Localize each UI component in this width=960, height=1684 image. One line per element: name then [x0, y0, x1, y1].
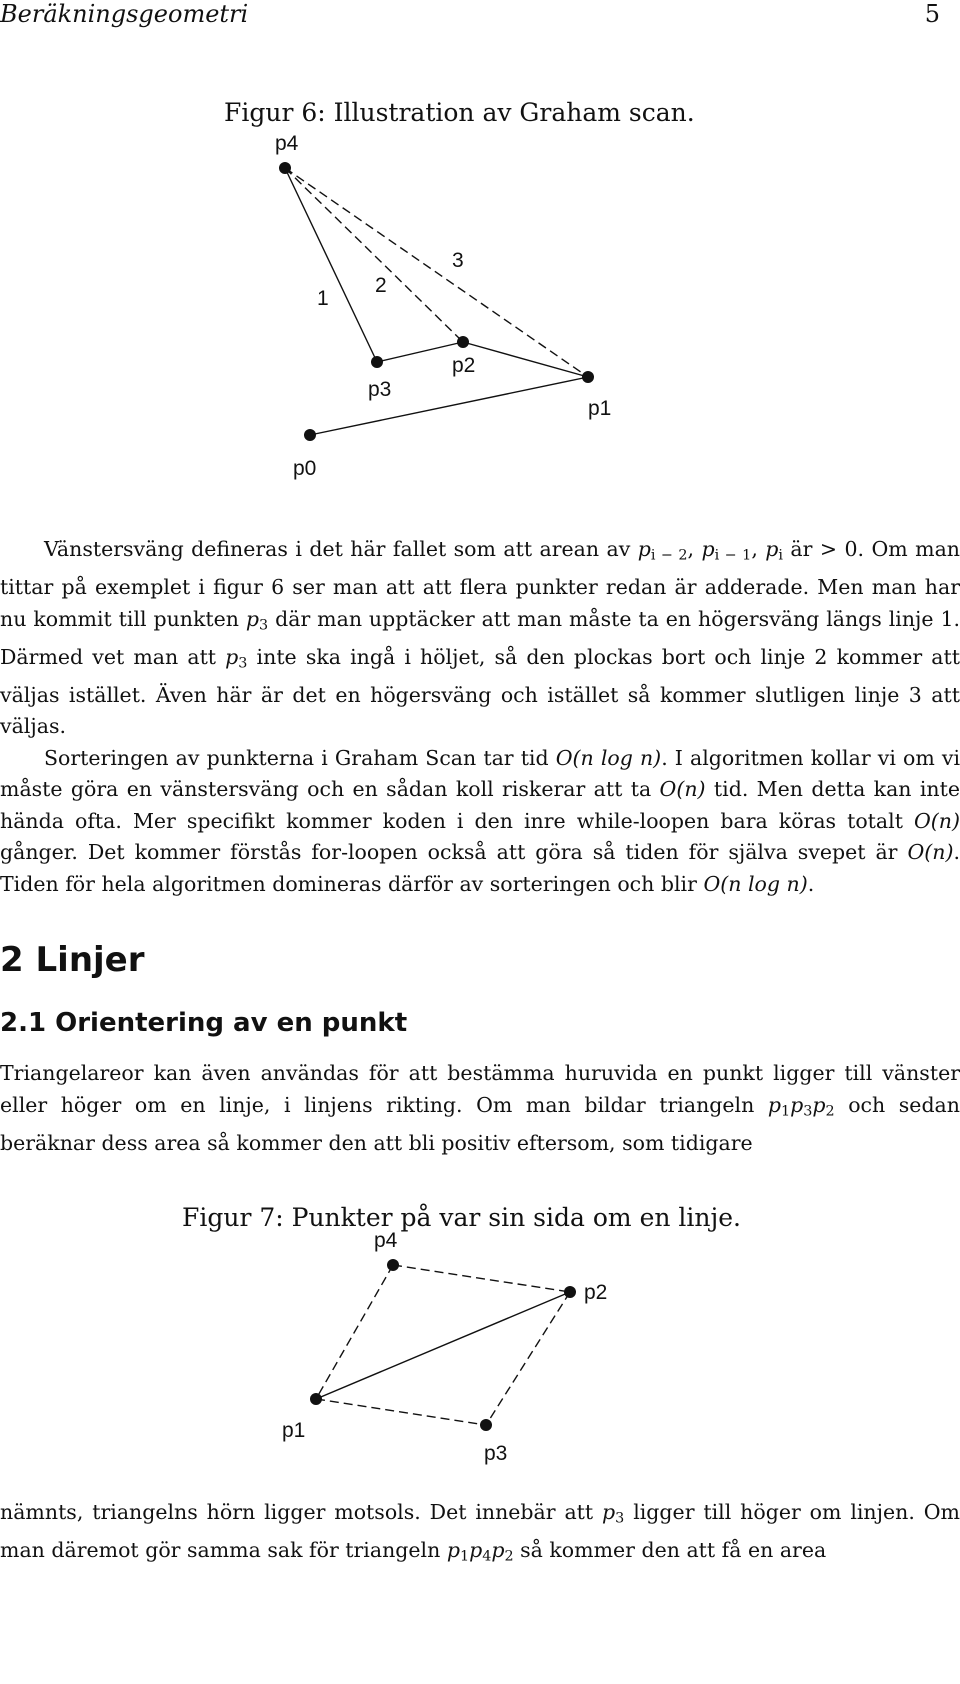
paragraph-4: nämnts, triangelns hörn ligger motsols. Det innebär att $p_3$ ligger till höger om linjen. Om man däremot gör samma sak för triangeln $p_1p_4p_2$ så kommer den att få en area	[0, 1500, 960, 1565]
label-p3: p3	[368, 378, 392, 401]
point-p0	[304, 429, 316, 441]
label-p2: p2	[452, 354, 476, 377]
segment-p1-p2	[316, 1292, 570, 1399]
label-p4: p4	[275, 132, 299, 155]
running-header-title: Beräkningsgeometri	[0, 0, 249, 28]
label-p2: p2	[584, 1281, 608, 1304]
point-p1	[310, 1393, 322, 1405]
label-p0: p0	[293, 457, 317, 480]
segment-p0-p1	[310, 377, 588, 435]
dashed-p2-p3	[486, 1292, 570, 1425]
point-p3	[480, 1419, 492, 1431]
figure-6-diagram	[0, 0, 960, 500]
point-p1	[582, 371, 594, 383]
paragraph-1: Vänstersväng defineras i det här fallet som att arean av $p_{i - 2}$, $p_{i - 1}$, $p_i$ är > 0. Om man tittar på exemplet i figur 6 ser man att att flera punkter redan är adderade. Men man har nu kommit till punkten $p_3$ där man upptäcker att man måste ta en högersväng längs linje 1. Därmed vet man att $p_3$ inte ska ingå i höljet, så den plockas bort och linje 2 kommer att väljas istället. Även här är det en högersväng och istället så kommer slutligen linje 3 att väljas. Sorteringen av punkterna i Graham Scan tar tid O(n log n). I algoritmen kollar vi om vi måste göra en vänstersväng och en sådan koll riskerar att ta O(n) tid. Men detta kan inte hända ofta. Mer specifikt kommer koden i den inre while-loopen bara köras totalt O(n) gånger. Det kommer förstås for-loopen också att göra så tiden för själva svepet är O(n). Tiden för hela algoritmen domineras därför av sorteringen och blir O(n log n).	[0, 537, 960, 896]
point-p3	[371, 356, 383, 368]
point-p4	[279, 162, 291, 174]
figure-7-caption: Figur 7: Punkter på var sin sida om en linje.	[182, 1203, 741, 1232]
section-heading-2-1: 2.1 Orientering av en punkt	[0, 1008, 408, 1038]
dashed-p4-p1	[316, 1265, 393, 1399]
dashed-line-3	[285, 168, 588, 377]
segment-p4-p3	[285, 168, 377, 362]
page-number: 5	[924, 0, 940, 28]
point-p2	[457, 336, 469, 348]
segment-p3-p2	[377, 342, 463, 362]
label-p4: p4	[374, 1229, 398, 1252]
label-p1: p1	[282, 1419, 306, 1442]
line-label-3: 3	[452, 249, 464, 272]
dashed-line-2	[285, 168, 463, 342]
paragraph-3: Triangelareor kan även användas för att bestämma huruvida en punkt ligger till vänster eller höger om en linje, i linjens rikting. Om man bildar triangeln $p_1p_3p_2$ och sedan beräknar dess area så kommer den att bli positiv eftersom, som tidigare	[0, 1061, 960, 1155]
section-heading-2: 2 Linjer	[0, 940, 145, 980]
line-label-1: 1	[317, 287, 329, 310]
line-label-2: 2	[375, 274, 387, 297]
label-p1: p1	[588, 397, 612, 420]
segment-p2-p1	[463, 342, 588, 377]
figure-6-caption: Figur 6: Illustration av Graham scan.	[224, 98, 695, 127]
figure-7-diagram	[0, 1220, 960, 1480]
dashed-p4-p2	[393, 1265, 570, 1292]
point-p2	[564, 1286, 576, 1298]
dashed-p1-p3	[316, 1399, 486, 1425]
point-p4	[387, 1259, 399, 1271]
label-p3: p3	[484, 1442, 508, 1465]
